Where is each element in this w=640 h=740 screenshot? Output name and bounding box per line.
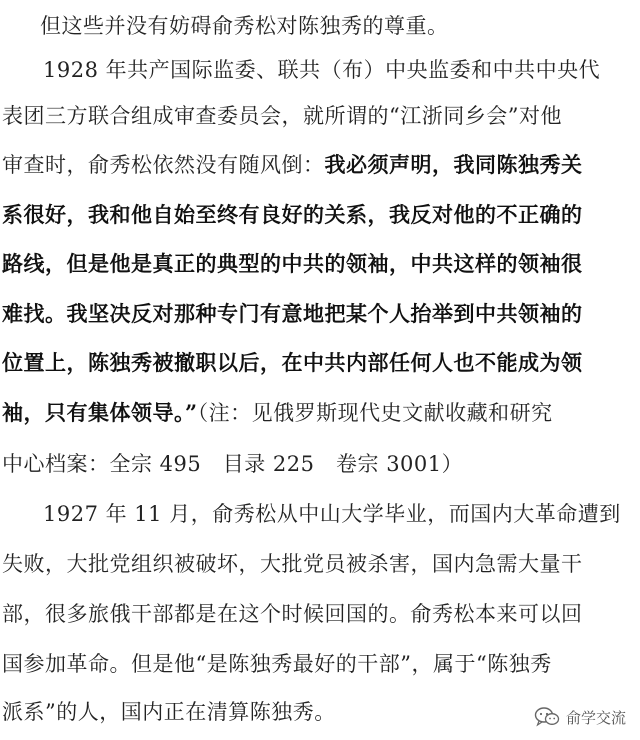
text-line-12 <box>0 540 640 588</box>
text-segment: 表团三方联合组成审查委员会，就所谓的“江浙同乡会”对他 <box>2 104 562 128</box>
text-line-2 <box>0 46 640 94</box>
text-line-11 <box>0 490 640 538</box>
text-line-9 <box>0 389 640 437</box>
wechat-icon <box>534 706 560 728</box>
text-line-6 <box>0 240 640 288</box>
text-line-3 <box>0 92 640 140</box>
text-line-7 <box>0 290 640 338</box>
text-segment: 但这些并没有妨碍俞秀松对陈独秀的尊重。 <box>40 14 449 38</box>
text-line-5 <box>0 191 640 239</box>
text-line-8 <box>0 339 640 387</box>
text-line-14 <box>0 640 640 688</box>
text-segment: 部，很多旅俄干部都是在这个时候回国的。俞秀松本来可以回 <box>2 602 583 626</box>
text-segment-bold: 位置上，陈独秀被撤职以后，在中共内部任何人也不能成为领 <box>2 350 583 375</box>
text-segment-bold: 路线，但是他是真正的典型的中共的领袖，中共这样的领袖很 <box>2 251 583 276</box>
watermark <box>534 704 626 730</box>
text-line-10 <box>0 440 640 488</box>
text-line-4 <box>0 141 640 189</box>
text-segment-bold: 我必须声明，我同陈独秀关 <box>324 152 583 177</box>
text-segment: 审查时，俞秀松依然没有随风倒： <box>2 153 325 177</box>
text-segment: 1927 年 11 月，俞秀松从中山大学毕业，而国内大革命遭到 <box>43 502 621 526</box>
text-segment-bold: 系很好，我和他自始至终有良好的关系，我反对他的不正确的 <box>2 202 583 227</box>
text-segment: 中心档案：全宗 495 目录 225 卷宗 3001） <box>2 452 464 476</box>
text-segment: 国参加革命。但是他“是陈独秀最好的干部”，属于“陈独秀 <box>2 652 552 676</box>
watermark-label: 俞学交流 <box>565 708 626 727</box>
text-line-1 <box>0 2 640 50</box>
text-line-13 <box>0 590 640 638</box>
text-segment-bold: 难找。我坚决反对那种专门有意地把某个人抬举到中共领袖的 <box>2 301 583 326</box>
text-segment: 派系”的人，国内正在清算陈独秀。 <box>2 700 336 724</box>
text-segment: （注：见俄罗斯现代史文献收藏和研究 <box>197 401 553 425</box>
text-segment: 失败，大批党组织被破坏，大批党员被杀害，国内急需大量干 <box>2 552 583 576</box>
text-segment: 1928 年共产国际监委、联共（布）中央监委和中共中央代 <box>43 58 601 82</box>
text-segment-bold: 袖，只有集体领导。” <box>2 400 198 425</box>
